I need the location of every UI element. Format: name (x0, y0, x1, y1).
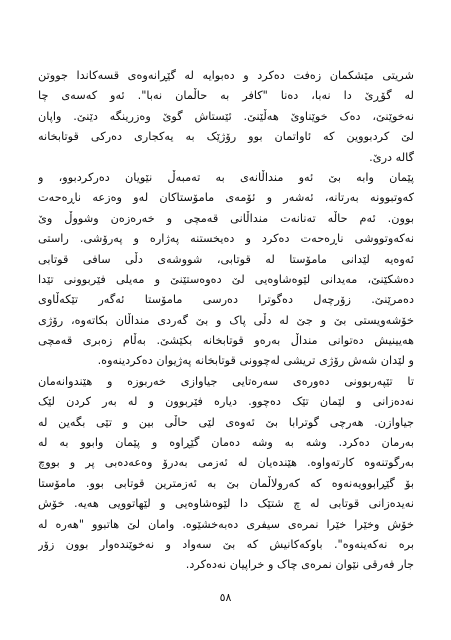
text-line: تا تێپەربوونی دەورەی سەرەتایی جیاوازی خەربوزە و هێندوانەمان (38, 374, 414, 388)
text-line: بەرگوتنەوە کارتەواوە. هێندەیان لە ئەزمی بەدرۆ وەعەدەبی پر و بووچ (38, 456, 414, 470)
text-line: نەکەوتووشی ناڕەحەت دەکرد و دەیخستنە پەژارە و پەرۆشی. راستی (38, 232, 414, 246)
text-line: خۆشەویستی بێ و جێ لە دڵی پاک و بێ گەردی منداڵان بکاتەوە، رۆژی (38, 313, 414, 327)
text-line: جیاوازن. هەرچی گوترابا بێ ئەوەی لێی حاڵی بین و تێی بگەین لە (38, 415, 414, 429)
text-line: و لێدان شەش رۆژی تریشی لەچوونی قوتابخانە پەژیوان دەکردینەوە. (97, 354, 414, 368)
text-line: نەخوێنێ، دەک خوێناوێ هەڵێنێ. ئێستاش گوێ وەزرینگە دێنێ. واپان (38, 109, 414, 123)
text-line: شریتی مێشکمان زەفت دەکرد و دەبوایە لە گێڕانەوەی قسەکاندا جووتن (38, 69, 414, 82)
text-line: پێمان وابە بێ ئەو منداڵانەی بە تەمبەڵ نێویان دەرکردبوو، و (38, 170, 414, 184)
text-line: لێ کردبووین کە ئاواتمان بوو رۆژێک بە یەکجاری دەرکی قوتابخانە (38, 130, 414, 144)
text-line: هەیینیش دەتوانی منداڵ بەرەو قوتابخانە بکێشێ. بەڵام زەبری قەمچی (38, 334, 414, 348)
text-line: بەرمان دەکرد. وشە بە وشە دەمان گێڕاوە و پێمان وابوو بە لە (38, 436, 414, 450)
text-line: ئەوەیە لێدانی مامۆستا لە قوتابی، شووشەی دڵی سافی قوتابی (38, 252, 414, 266)
text-line: دەشکێنێ، مەیدانی لێوەشاوەیی لێ دەوەستێنێ و مەیلی فێربوونی تێدا (38, 272, 414, 286)
text-line: بۆ گێڕابوویەنەوە کە کەرولاڵمان بێ بە ئەزمترین قوتابی بوو. مامۆستا (38, 476, 414, 490)
text-line: نەیدەزانی قوتابی لە چ شتێک دا لێوەشاوەیی و لێهاتوویی هەیە. خۆش (38, 497, 414, 511)
body-text (38, 66, 414, 576)
paragraph-2 (38, 168, 414, 372)
text-line: نەدەزانی و لێمان تێک دەچوو. دیارە فێربوون و لە بەر کردن لێک (38, 395, 414, 409)
page-number: ٥٨ (219, 591, 232, 604)
text-line: برە نەکەینەوە". باوکەکانیش کە بێ سەواد و نەخوێندەوار بوون زۆر (38, 537, 414, 551)
text-line: جار فەرقی نێوان نمرەی چاک و خراپیان نەدەکرد. (185, 558, 414, 572)
paragraph-1 (38, 66, 414, 168)
text-line: دەمرێنێ. زۆرچەل دەگوترا دەرسی مامۆستا ئەگەر تێکەڵاوی (38, 293, 414, 307)
text-line: لە گۆڕێ دا نەبا، دەنا "کافر بە حاڵمان نەبا". ئەو کەسەی چا (38, 89, 414, 103)
text-line: خۆش وخێرا خێرا نمرەی سیفری دەبەخشێوە. وامان لێ هاتبوو "هەرە لە (38, 517, 414, 531)
paragraph-3 (38, 372, 414, 576)
text-line: کەوتبوونە بەرتانە، ئەشەر و ئۆمەی مامۆستاکان لەو وەزعە ناڕەحەت (38, 191, 414, 205)
text-line: گالە درێ. (369, 150, 414, 164)
text-line: بوون. ئەم حاڵە تەنانەت منداڵانی قەمچی و خەرەزەن وشووڵ وێ (38, 211, 414, 225)
